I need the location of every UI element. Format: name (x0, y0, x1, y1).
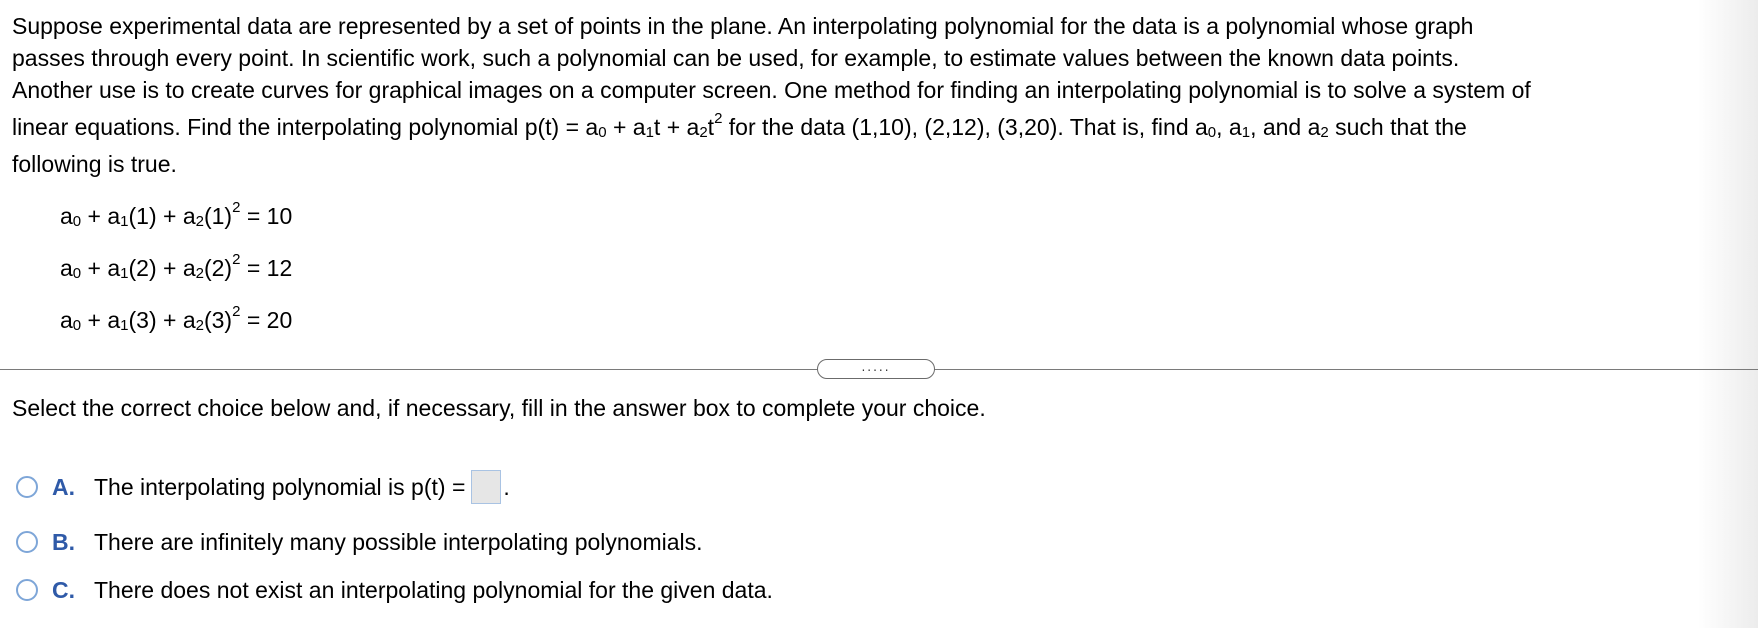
choice-c[interactable] (16, 570, 773, 610)
equation-3: $a_0 + a_1(3) + a_2(3)^2 = 20$ (60, 303, 293, 334)
question-line-2: passes through every point. In scientific work, such a polynomial can be used, for example, to estimate values between the known data points. (12, 45, 1460, 71)
question-line-4: linear equations. Find the interpolating polynomial $p(t) = a_0 + a_1t + a_2t^2$ for the data (1,10), (2,12), (3,20). That is, find $a_0$, $a_1$, and $a_2$ such that the (12, 110, 1467, 141)
question-text (12, 10, 1732, 180)
radio-button-a[interactable] (16, 476, 38, 498)
equation-2: $a_0 + a_1(2) + a_2(2)^2 = 12$ (60, 251, 293, 282)
question-line-5: following is true. (12, 151, 177, 177)
radio-button-b[interactable] (16, 531, 38, 553)
choice-text-b: There are infinitely many possible interpolating polynomials. (94, 528, 703, 555)
choice-a-period: . (503, 473, 510, 500)
equation-system (60, 195, 292, 351)
choice-text-a: The interpolating polynomial is p(t) = (94, 473, 466, 500)
expand-collapse-button[interactable]: ..... (817, 359, 935, 379)
choice-letter-a: A. (52, 473, 75, 500)
equation-1: $a_0 + a_1(1) + a_2(1)^2 = 10$ (60, 199, 293, 230)
question-line-3: Another use is to create curves for graphical images on a computer screen. One method for finding an interpolating polynomial is to solve a system of (12, 77, 1531, 103)
choice-letter-b: B. (52, 528, 75, 555)
radio-button-c[interactable] (16, 579, 38, 601)
choice-letter-c: C. (52, 576, 75, 603)
instructions-text: Select the correct choice below and, if necessary, fill in the answer box to complete your choice. (12, 395, 986, 421)
choice-text-c: There does not exist an interpolating polynomial for the given data. (94, 576, 773, 603)
question-line-1: Suppose experimental data are represented by a set of points in the plane. An interpolating polynomial for the data is a polynomial whose graph (12, 13, 1474, 39)
choice-b[interactable] (16, 522, 703, 562)
answer-input-box[interactable] (471, 470, 501, 504)
choice-a[interactable] (16, 467, 510, 507)
